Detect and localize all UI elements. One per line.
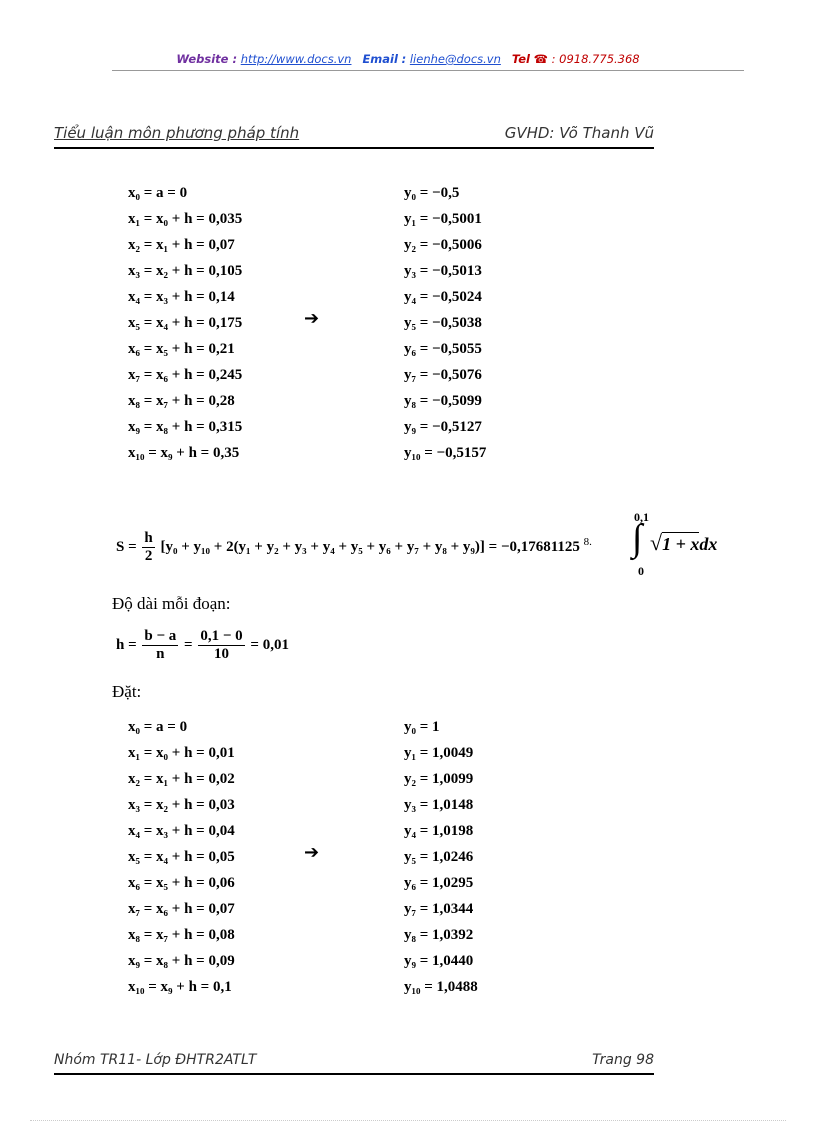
y-row: y₀ = −0,5 [404,185,460,201]
x-row: x₃ = x₂ + h = 0,105 [128,263,243,279]
page-bottom-border [30,1120,786,1121]
fraction-denominator: 2 [144,548,153,564]
x-row: x₀ = a = 0 [128,719,188,735]
email-link[interactable]: lienhe@docs.vn [409,52,501,66]
x-row: x₅ = x₄ + h = 0,175 [128,315,243,331]
integral-upper-limit: 0,1 [634,510,649,524]
formula-body: [y₀ + y₁₀ + 2(y₁ + y₂ + y₃ + y₄ + y₅ + y₆ + y₇ + y₈ + y₉)] = −0,17681125 [160,538,580,555]
x-column [128,714,235,1000]
y-row: y₄ = −0,5024 [404,289,482,305]
y-row: y₉ = 1,0440 [404,953,474,969]
radicand: 1 + x [662,534,700,554]
y-row: y₇ = 1,0344 [404,901,474,917]
y-row: y₅ = 1,0246 [404,849,474,865]
x-row: x₄ = x₃ + h = 0,04 [128,823,235,839]
tel-value: : 0918.775.368 [551,52,640,66]
h-frac2-denominator: 10 [214,646,229,662]
h-frac2-numerator: 0,1 − 0 [200,628,243,644]
website-label: Website : [176,52,238,66]
email-separator: : [401,52,407,66]
x-column [128,180,242,466]
x-row: x₁ = x₀ + h = 0,035 [128,211,243,227]
x-row: x₄ = x₃ + h = 0,14 [128,289,235,305]
website-link[interactable]: http://www.docs.vn [240,52,352,66]
h-frac1-numerator: b − a [144,628,177,644]
document-title: Tiểu luận môn phương pháp tính [54,124,300,142]
integral-lower-limit: 0 [638,564,644,578]
right-arrow-icon: ➔ [304,308,320,329]
y-row: y₈ = 1,0392 [404,927,474,943]
x-row: x₂ = x₁ + h = 0,02 [128,771,235,787]
step-size-formula [116,628,289,663]
y-column [404,714,478,1000]
formula-lhs: S = [116,538,137,555]
x-row: x₇ = x₆ + h = 0,07 [128,901,235,917]
y-row: y₁ = 1,0049 [404,745,474,761]
y-row: y₆ = 1,0295 [404,875,474,891]
integrand [650,530,717,556]
differential: dx [699,534,718,554]
tel-label: Tel [511,52,530,66]
x-row: x₀ = a = 0 [128,185,188,201]
phone-icon: ☎ [533,52,548,66]
y-row: y₁₀ = 1,0488 [404,979,478,995]
website-header-divider [112,70,744,71]
h-fraction-1 [142,628,178,663]
y-row: y₂ = 1,0099 [404,771,474,787]
x-row: x₈ = x₇ + h = 0,28 [128,393,235,409]
fraction-numerator: h [144,530,153,546]
integral-expression [626,510,736,580]
h-lhs: h = [116,636,137,653]
y-row: y₉ = −0,5127 [404,419,482,435]
x-row: x₅ = x₄ + h = 0,05 [128,849,235,865]
y-row: y₃ = −0,5013 [404,263,482,279]
x-row: x₂ = x₁ + h = 0,07 [128,237,235,253]
header-divider [54,147,654,149]
y-row: y₃ = 1,0148 [404,797,474,813]
website-header [0,52,816,66]
right-arrow-icon: ➔ [304,842,320,863]
instructor-name: GVHD: Võ Thanh Vũ [504,124,654,142]
x-row: x₁₀ = x₉ + h = 0,1 [128,979,232,995]
x-row: x₁₀ = x₉ + h = 0,35 [128,445,240,461]
footer-divider [54,1073,654,1075]
y-row: y₂ = −0,5006 [404,237,482,253]
page-number: Trang 98 [592,1052,654,1068]
y-row: y₈ = −0,5099 [404,393,482,409]
x-row: x₇ = x₆ + h = 0,245 [128,367,243,383]
x-row: x₃ = x₂ + h = 0,03 [128,797,235,813]
x-row: x₈ = x₇ + h = 0,08 [128,927,235,943]
email-label: Email [362,52,398,66]
x-row: x₆ = x₅ + h = 0,21 [128,341,235,357]
y-row: y₆ = −0,5055 [404,341,482,357]
h-result: = 0,01 [250,636,289,653]
y-row: y₅ = −0,5038 [404,315,482,331]
segment-length-label: Độ dài mỗi đoạn: [112,594,231,613]
formula-fraction [142,530,154,565]
x-row: x₆ = x₅ + h = 0,06 [128,875,235,891]
h-fraction-2 [198,628,244,663]
x-row: x₉ = x₈ + h = 0,09 [128,953,235,969]
group-class-label: Nhóm TR11- Lớp ĐHTR2ATLT [54,1052,257,1068]
integral-sign: ∫ [632,517,643,559]
set-label: Đặt: [112,682,142,701]
y-row: y₀ = 1 [404,719,440,735]
y-row: y₇ = −0,5076 [404,367,482,383]
y-row: y₁₀ = −0,5157 [404,445,487,461]
radical-sign: √ [650,530,663,555]
x-row: x₁ = x₀ + h = 0,01 [128,745,235,761]
y-row: y₄ = 1,0198 [404,823,474,839]
x-row: x₉ = x₈ + h = 0,315 [128,419,243,435]
item-number: 8. [583,535,592,548]
h-equals: = [184,636,193,653]
document-footer [54,1052,654,1072]
y-column [404,180,486,466]
document-header [54,124,654,146]
trapezoid-formula [116,530,592,570]
h-frac1-denominator: n [156,646,165,662]
y-row: y₁ = −0,5001 [404,211,482,227]
